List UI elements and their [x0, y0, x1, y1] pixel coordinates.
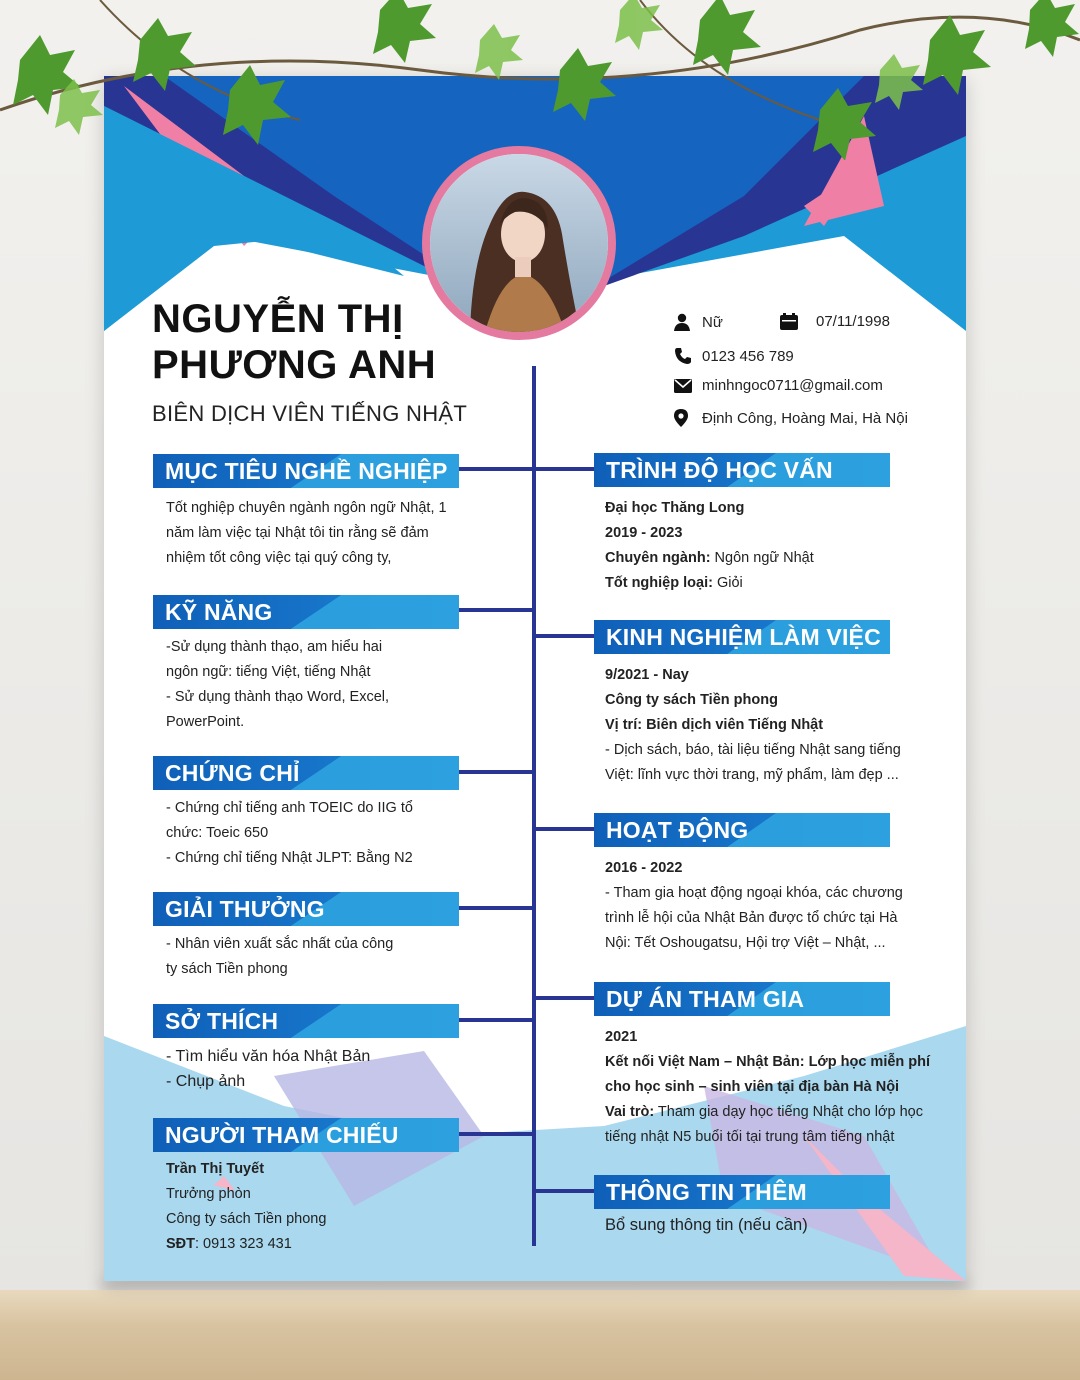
text-line: PowerPoint. [166, 714, 245, 730]
section-title: SỞ THÍCH [165, 1008, 279, 1034]
section-projects [594, 982, 890, 1016]
section-title: KINH NGHIỆM LÀM VIỆC [606, 624, 881, 650]
school-years: 2019 - 2023 [605, 525, 683, 541]
grade-value: Giỏi [712, 575, 743, 591]
contact-phone [674, 347, 794, 365]
section-title: HOẠT ĐỘNG [606, 817, 749, 843]
contact-gender [674, 313, 723, 331]
text-line: ty sách Tiền phong [166, 961, 288, 977]
mail-icon [674, 379, 702, 393]
name-line-1: NGUYỄN THỊ [152, 297, 404, 341]
text-line: - Tìm hiểu văn hóa Nhật Bản [166, 1048, 371, 1065]
text-line: -Sử dụng thành thạo, am hiểu hai [166, 639, 383, 655]
section-reference [153, 1118, 459, 1152]
experience-role: Vị trí: Biên dịch viên Tiếng Nhật [605, 717, 824, 733]
reference-phone: : 0913 323 431 [195, 1236, 292, 1252]
grade-label: Tốt nghiệp loại: [605, 575, 713, 591]
project-role: Tham gia dạy học tiếng Nhật cho lớp học [654, 1104, 923, 1120]
contact-address [674, 409, 908, 427]
section-objective [153, 454, 459, 488]
extra-info-text: Bổ sung thông tin (nếu cần) [605, 1216, 808, 1234]
education-text [605, 496, 814, 596]
text-line: - Nhân viên xuất sắc nhất của công [166, 936, 394, 952]
objective-text [166, 496, 447, 571]
section-extra-info [594, 1175, 890, 1209]
phone-icon [674, 347, 702, 365]
email-value: minhngoc0711@gmail.com [702, 377, 883, 394]
text-line: trình lễ hội của Nhật Bản được tổ chức tại Hà [605, 910, 898, 926]
text-line: Tốt nghiệp chuyên ngành ngôn ngữ Nhật, 1 [166, 500, 447, 516]
user-icon [674, 313, 702, 331]
location-pin-icon [674, 409, 702, 427]
birthday-value: 07/11/1998 [816, 313, 890, 330]
text-line: - Chứng chỉ tiếng anh TOEIC do IIG tổ [166, 800, 413, 816]
experience-company: Công ty sách Tiền phong [605, 692, 778, 708]
text-line: Nội: Tết Oshougatsu, Hội trợ Việt – Nhật, ... [605, 935, 886, 951]
project-role-line-2: tiếng nhật N5 buổi tối tại trung tâm tiếng nhật [605, 1129, 895, 1145]
calendar-icon [780, 313, 816, 330]
wooden-shelf [0, 1290, 1080, 1380]
text-line: - Tham gia hoạt động ngoại khóa, các chương [605, 885, 903, 901]
reference-phone-label: SĐT [166, 1236, 195, 1252]
text-line: - Chứng chỉ tiếng Nhật JLPT: Bằng N2 [166, 850, 413, 866]
reference-position: Trưởng phòn [166, 1186, 251, 1202]
address-value: Định Công, Hoàng Mai, Hà Nội [702, 409, 908, 427]
reference-name: Trần Thị Tuyết [166, 1161, 265, 1177]
contact-email [674, 377, 883, 394]
section-title: CHỨNG CHỈ [165, 760, 300, 786]
ivy-decoration [0, 0, 1080, 160]
text-line: ngôn ngữ: tiếng Việt, tiếng Nhật [166, 664, 371, 680]
text-line: Việt: lĩnh vực thời trang, mỹ phẩm, làm đẹp ... [605, 767, 899, 783]
text-line: nhiệm tốt công việc tại quý công ty, [166, 550, 392, 566]
text-line: - Sử dụng thành thạo Word, Excel, [166, 689, 390, 705]
activities-text [605, 856, 903, 956]
major-row [605, 546, 814, 571]
reference-text [166, 1157, 326, 1257]
name-line-2: PHƯƠNG ANH [152, 343, 437, 387]
section-activities [594, 813, 890, 847]
job-title: BIÊN DỊCH VIÊN TIẾNG NHẬT [152, 401, 468, 426]
school-name: Đại học Thăng Long [605, 500, 745, 516]
text-line: chức: Toeic 650 [166, 825, 269, 841]
project-year: 2021 [605, 1029, 638, 1045]
certificates-text [166, 796, 413, 871]
activities-period: 2016 - 2022 [605, 860, 683, 876]
project-role-label: Vai trò: [605, 1104, 655, 1120]
text-line: năm làm việc tại Nhật tôi tin rằng sẽ đảm [166, 525, 429, 541]
section-title: THÔNG TIN THÊM [606, 1179, 807, 1205]
candidate-name [152, 296, 472, 388]
contact-birthday [780, 313, 890, 330]
section-title: TRÌNH ĐỘ HỌC VẤN [606, 457, 833, 483]
section-experience [594, 620, 890, 654]
section-title: GIẢI THƯỞNG [165, 896, 325, 922]
project-line-2: cho học sinh – sinh viên tại địa bàn Hà Nội [605, 1079, 900, 1095]
reference-company: Công ty sách Tiền phong [166, 1211, 327, 1227]
section-title: DỰ ÁN THAM GIA [606, 986, 805, 1012]
section-title: KỸ NĂNG [165, 599, 273, 625]
section-title: NGƯỜI THAM CHIẾU [165, 1122, 399, 1148]
text-line: - Dịch sách, báo, tài liệu tiếng Nhật sang tiếng [605, 742, 901, 758]
section-education [594, 453, 890, 487]
section-title: MỤC TIÊU NGHỀ NGHIỆP [165, 458, 448, 484]
major-value: Ngôn ngữ Nhật [710, 550, 814, 566]
section-hobbies [153, 1004, 459, 1038]
section-skills [153, 595, 459, 629]
experience-period: 9/2021 - Nay [605, 667, 689, 683]
section-awards [153, 892, 459, 926]
cv-document [104, 76, 966, 1281]
grade-row [605, 571, 814, 596]
phone-value: 0123 456 789 [702, 347, 794, 365]
projects-text [605, 1025, 930, 1150]
skills-text [166, 635, 389, 735]
awards-text [166, 932, 393, 982]
gender-value: Nữ [702, 313, 723, 331]
text-line: - Chụp ảnh [166, 1073, 246, 1090]
major-label: Chuyên ngành: [605, 550, 711, 566]
reference-phone-row [166, 1232, 326, 1257]
hobbies-text [166, 1044, 370, 1094]
section-certificates [153, 756, 459, 790]
experience-text [605, 663, 901, 788]
project-role-row [605, 1100, 930, 1125]
project-line-1: Kết nối Việt Nam – Nhật Bản: Lớp học miễn phí [605, 1054, 931, 1070]
